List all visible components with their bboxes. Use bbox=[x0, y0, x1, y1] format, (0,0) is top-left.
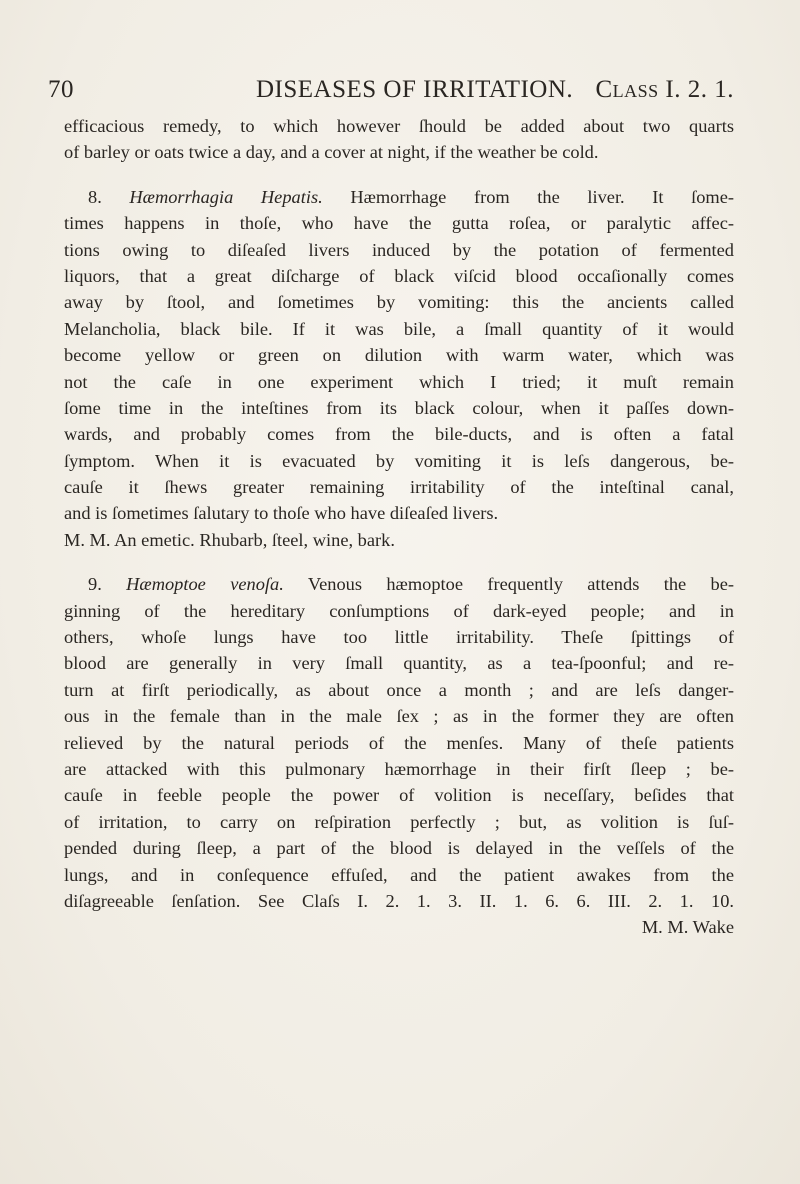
entry-text: Venous hæmoptoe frequently attends the be- bbox=[307, 574, 734, 595]
text-line: efficacious remedy, to which however ſhould be added about two quarts bbox=[64, 116, 734, 136]
text-line: ous in the female than in the male ſex ; as in the former they are often bbox=[64, 706, 734, 727]
entry-8-heading-line bbox=[64, 184, 734, 210]
body-text bbox=[64, 113, 734, 941]
text-line: not the caſe in one experiment which I tried; it muſt remain bbox=[64, 371, 734, 392]
text-line: others, whoſe lungs have too little irritability. Theſe ſpittings of bbox=[64, 627, 734, 648]
catchword-line: M. M. Wake bbox=[641, 917, 734, 938]
text-line: lungs, and in conſequence effuſed, and the patient awakes from the bbox=[64, 864, 734, 885]
text-line: become yellow or green on dilution with warm water, which was bbox=[64, 345, 734, 366]
text-line: turn at firſt periodically, as about once a month ; and are leſs danger- bbox=[64, 679, 734, 700]
running-header bbox=[48, 76, 734, 110]
text-line: of irritation, to carry on reſpiration perfectly ; but, as volition is ſuſ- bbox=[64, 811, 734, 832]
running-title: DISEASES OF IRRITATION. bbox=[256, 76, 574, 103]
text-line: diſagreeable ſenſation. See Claſs I. 2. 1. 3. II. 1. 6. 6. III. 2. 1. 10. bbox=[64, 890, 734, 911]
text-line: are attacked with this pulmonary hæmorrhage in their firſt ſleep ; be- bbox=[64, 758, 734, 779]
text-line: Melancholia, black bile. If it was bile, a ſmall quantity of it would bbox=[64, 318, 734, 339]
entry-text: Hæmorrhage from the liver. It ſome- bbox=[350, 186, 734, 207]
text-line: ginning of the hereditary conſumptions of dark-eyed people; and in bbox=[64, 600, 734, 621]
text-line: wards, and probably comes from the bile-ducts, and is often a fatal bbox=[64, 424, 734, 445]
entry-number: 8. bbox=[88, 186, 102, 207]
entry-name: Hæmoptoe venoſa. bbox=[126, 574, 284, 595]
text-line: times happens in thoſe, who have the gutta roſea, or paralytic affec- bbox=[64, 213, 734, 234]
page-number: 70 bbox=[48, 76, 74, 103]
text-line: liquors, that a great diſcharge of black viſcid blood occaſionally comes bbox=[64, 265, 734, 286]
text-line: and is ſometimes ſalutary to thoſe who have diſeaſed livers. bbox=[64, 503, 499, 524]
materia-medica-line: M. M. An emetic. Rhubarb, ſteel, wine, bark. bbox=[64, 529, 395, 550]
section-reference: Class I. 2. 1. bbox=[595, 76, 734, 103]
text-line: tions owing to diſeaſed livers induced by the potation of fermented bbox=[64, 239, 734, 260]
text-line: away by ſtool, and ſometimes by vomiting: this the ancients called bbox=[64, 292, 734, 313]
text-line: ſome time in the inteſtines from its black colour, when it paſſes down- bbox=[64, 397, 734, 418]
entry-9-heading-line bbox=[64, 571, 734, 597]
text-line: cauſe in feeble people the power of volition is neceſſary, beſides that bbox=[64, 785, 734, 806]
text-line: blood are generally in very ſmall quantity, as a tea-ſpoonful; and re- bbox=[64, 653, 734, 674]
text-line: cauſe it ſhews greater remaining irritability of the inteſtinal canal, bbox=[64, 477, 734, 498]
entry-number: 9. bbox=[88, 574, 102, 595]
text-line: of barley or oats twice a day, and a cover at night, if the weather be cold. bbox=[64, 142, 599, 163]
entry-name: Hæmorrhagia Hepatis. bbox=[129, 186, 323, 207]
text-line: relieved by the natural periods of the menſes. Many of theſe patients bbox=[64, 732, 734, 753]
text-line: ſymptom. When it is evacuated by vomiting it is leſs dangerous, be- bbox=[64, 450, 734, 471]
text-line: pended during ſleep, a part of the blood is delayed in the veſſels of the bbox=[64, 838, 734, 859]
